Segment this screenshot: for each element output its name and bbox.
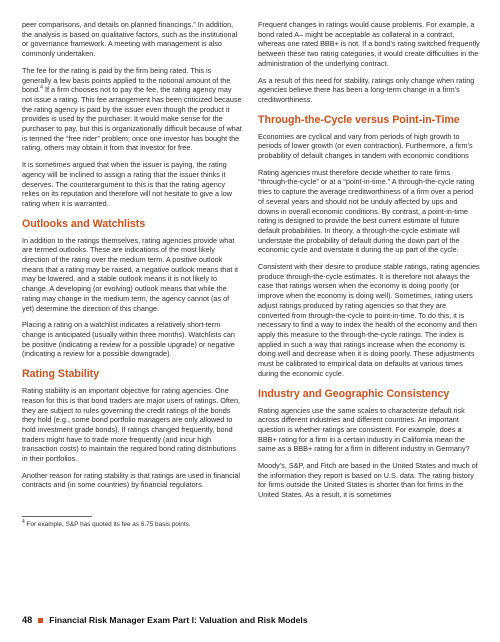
- footnote-ref[interactable]: 4: [40, 84, 43, 91]
- paragraph: Economies are cyclical and vary from periods of high growth to periods of lower growth (or even contraction). Furthermore, a firm’s probability of default changes in tandem with economic conditions: [258, 131, 473, 161]
- section-heading-outlooks: Outlooks and Watchlists: [22, 217, 146, 230]
- section-heading-cycle: Through-the-Cycle versus Point-in-Time: [258, 113, 460, 126]
- section-heading-stability: Rating Stability: [22, 368, 100, 381]
- left-column: [22, 20, 242, 530]
- paragraph: Moody’s, S&P, and Fitch are based in the United States and much of the information they report is based on U.S. data. The rating history for firms outside the United States is shorter than for firms in the United States. As a result, it is sometimes: [258, 461, 478, 500]
- section-heading-industry: Industry and Geographic Consistency: [258, 387, 450, 400]
- paragraph: Rating stability is an important objective for rating agencies. One reason for this is that bond traders are major users of ratings. Often, they are subject to rules governing the credit ratings of the bonds they hold (e.g., some bond portfolio managers are only allowed to hold investment grade bonds). If ratings changed frequently, bond traders might have to trade more frequently (and incur high transaction costs) to maintain the required bond rating distributions in their portfolios.: [22, 386, 241, 464]
- footnote-divider: [22, 516, 92, 517]
- paragraph: Another reason for rating stability is that ratings are used in financial contracts and (in some countries) by financial regulators.: [22, 470, 241, 490]
- right-column: [258, 20, 480, 507]
- paragraph: Consistent with their desire to produce stable ratings, rating agencies produce through-the-cycle estimates. It is therefore not always the case that ratings worsen when the economy is doing poorly (or improve when the economy is doing well). Sometimes, rating users adjust ratings produced by rating agencies so that they are converted from through-the-cycle to point-in-time. To do this, it is necessary to find a way to index the health of the economy and then apply this measure to the through-the-cycle ratings. The index is applied in such a way that ratings increase when the economy is doing well and decrease when it is doing poorly. These adjustments must be calibrated to empirical data on defaults at various times during the economic cycle.: [258, 262, 480, 378]
- paragraph-text: The fee for the rating is paid by the firm being rated. This is generally a few basis points applied to the notional amount of the bond.: [22, 65, 231, 95]
- page-footer: [22, 614, 482, 626]
- paragraph-fee: [22, 66, 242, 153]
- paragraph: It is sometimes argued that when the issuer is paying, the rating agency will be inclined to assign a rating that the issuer thinks it deserves. The counterargument to this is that the rating agency relies on its reputation and therefore will not hesitate to give a low rating when it is warranted.: [22, 160, 232, 208]
- paragraph: As a result of this need for stability, ratings only change when rating agencies believe there has been a long-term change in a firm’s creditworthiness.: [258, 75, 475, 104]
- footer-title: Financial Risk Manager Exam Part I: Valuation and Risk Models: [49, 615, 308, 625]
- paragraph: In addition to the ratings themselves, rating agencies provide what are termed outlooks. These are indications of the most likely direction of the rating over the medium term. A positive outlook means that a rating may be raised, a negative outlook means that it may be lowered, and a stable outlook means it is not likely to change. A developing (or evolving) outlook means that while the rating may change in the medium term, the agency cannot (as of yet) determine the direction of this change.: [22, 235, 239, 313]
- page-number: 48: [22, 615, 33, 625]
- square-bullet-icon: [38, 618, 43, 623]
- paragraph: Frequent changes in ratings would cause problems. For example, a bond rated A– might be acceptable as collateral in a contract, whereas one rated BBB+ is not. If a bond’s rating switched frequently between these two rating categories, it would create difficulties in the administration of the underlying contract.: [258, 20, 480, 68]
- paragraph: peer comparisons, and details on planned financings.” In addition, the analysis is based on qualitative factors, such as the institutional or governance framework. A meeting with management is also commonly undertaken.: [22, 20, 238, 59]
- footnote-marker: 4: [22, 519, 25, 525]
- paragraph: Rating agencies must therefore decide whether to rate firms “through-the-cycle” or at a “point-in-time.” A through-the-cycle rating tries to capture the average creditworthiness of a firm over a period of several years and should not be unduly affected by ups and downs in overall economic conditions. By contrast, a point-in-time rating is designed to provide the best current estimate of future default probabilities. In theory, a through-the-cycle estimate will understate the probability of default during the down part of the economic cycle and overstate it during the up part of the cycle.: [258, 167, 475, 255]
- paragraph: Placing a rating on a watchlist indicates a relatively short-term change is anticipated (usually within three months). Watchlists can be positive (indicating a review for a possible upgrade) or negative (indicating a review for a possible downgrade).: [22, 320, 235, 359]
- footnote-text: For example, S&P has quoted its fee as 6.75 basis points.: [26, 521, 191, 529]
- paragraph-text: If a firm chooses not to pay the fee, the rating agency may not issue a rating. This fee arrangement has been criticized because the rating agency is paid by the issuer even though the product it provides is used by the purchaser. It would make sense for the purchaser to pay, but this is organizationally difficult because of what is termed the “free rider” problem; once one investor has bought the rating, others may obtain it from that investor for free.: [22, 85, 242, 153]
- paragraph: Rating agencies use the same scales to characterize default risk across different industries and different countries. An important question is whether ratings are consistent. For example, does a BBB+ rating for a firm in a certain industry in California mean the same as a BBB+ rating for a firm in different industry in Germany?: [258, 405, 470, 454]
- footnote: [22, 521, 242, 530]
